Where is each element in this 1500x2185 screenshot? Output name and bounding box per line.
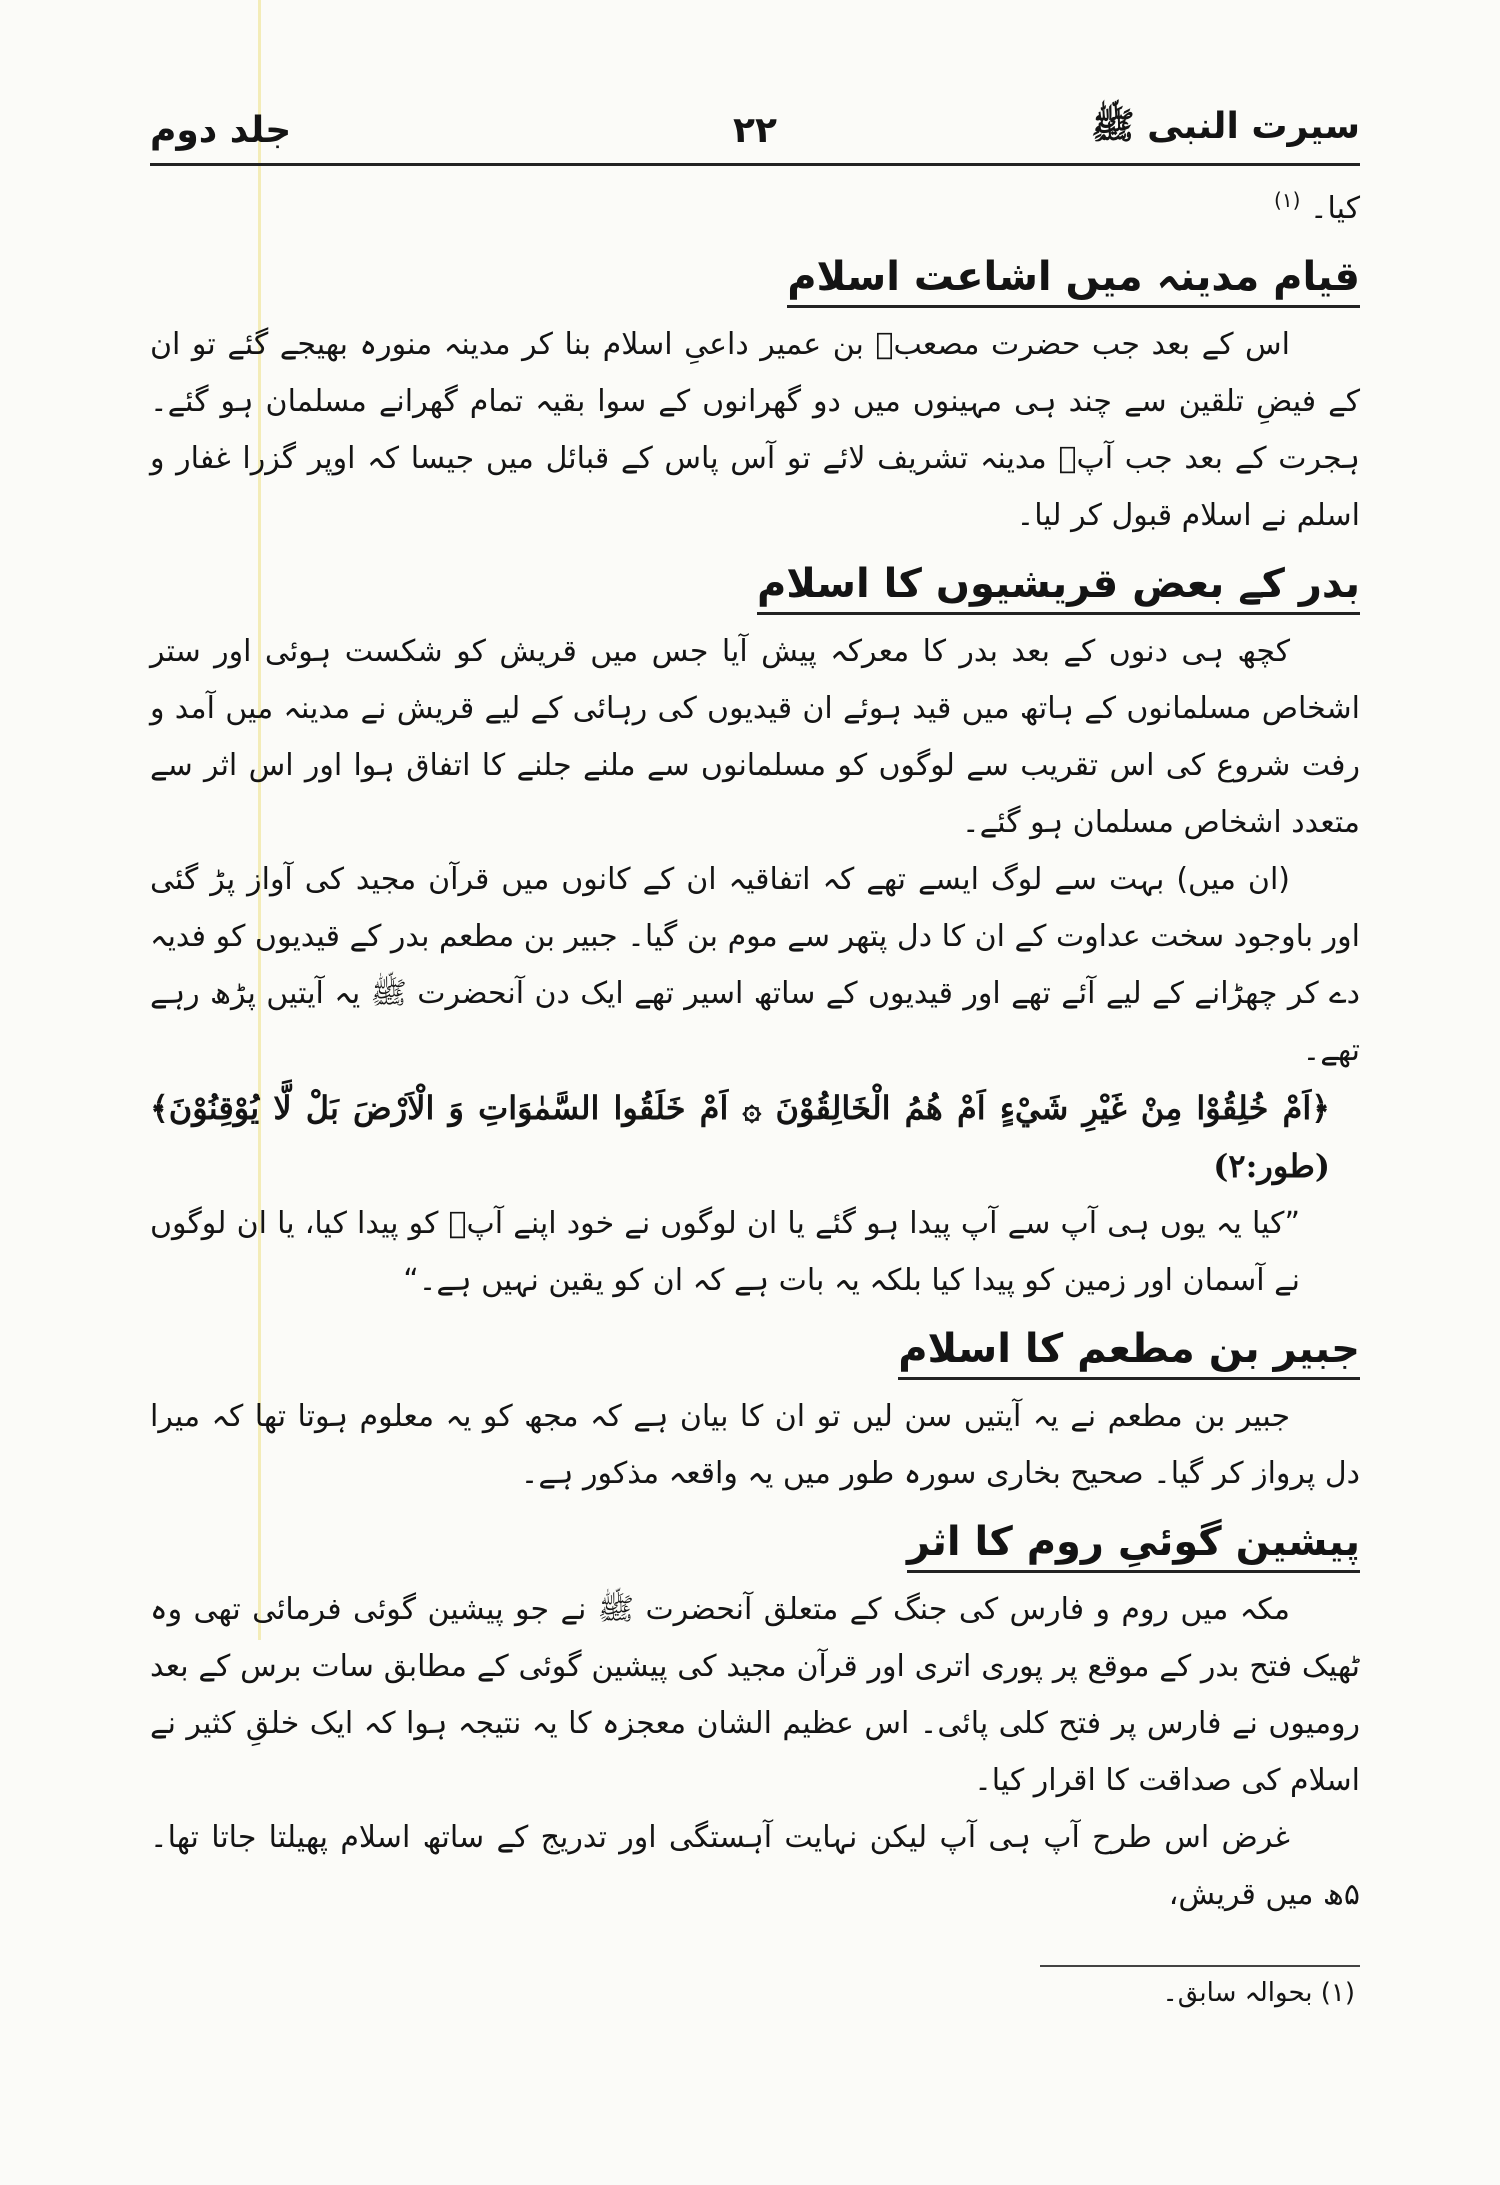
footnote-rule: [1040, 1965, 1360, 1967]
section-heading: بدر کے بعض قریشیوں کا اسلام: [757, 556, 1360, 615]
verse-translation: ”کیا یہ یوں ہی آپ سے آپ پیدا ہو گئے یا ان لوگوں نے خود اپنے آپؐ کو پیدا کیا، یا ان لوگوں نے آسمان اور زمین کو پیدا کیا بلکہ یہ بات ہے کہ ان کو یقین نہیں ہے۔“: [150, 1206, 1300, 1298]
intro-line: کیا۔ $^{(۱)}$: [1274, 188, 1360, 226]
quran-verse: ﴿اَمْ خُلِقُوْا مِنْ غَيْرِ شَيْءٍ اَمْ هُمُ الْخَالِقُوْنَ ۞ اَمْ خَلَقُوا السَّمٰوَاتِ وَ الْاَرْضَ بَلْ لَّا يُوْقِنُوْنَ﴾ (طور:۲): [150, 1089, 1330, 1185]
page-header: [150, 100, 1360, 160]
section-2: [150, 544, 1360, 1309]
paragraph: (ان میں) بہت سے لوگ ایسے تھے کہ اتفاقیہ ان کے کانوں میں قرآن مجید کی آواز پڑ گئی اور باوجود سخت عداوت کے ان کا دل پتھر سے موم بن گیا۔ جبیر بن مطعم بدر کے قیدیوں کو فدیہ دے کر چھڑانے کے لیے آئے تھے اور قیدیوں کے ساتھ اسیر تھے ایک دن آنحضرت ﷺ یہ آیتیں پڑھ رہے تھے۔: [150, 862, 1360, 1068]
paragraph: اس کے بعد جب حضرت مصعبؓ بن عمیر داعیِ اسلام بنا کر مدینہ منورہ بھیجے گئے تو ان کے فیضِ تلقین سے چند ہی مہینوں میں دو گھرانوں کے سوا بقیہ تمام گھرانے مسلمان ہو گئے۔ ہجرت کے بعد جب آپؐ مدینہ تشریف لائے تو آس پاس کے قبائل میں جیسا کہ اوپر گزرا غفار و اسلم نے اسلام قبول کر لیا۔: [150, 327, 1360, 533]
section-1: [150, 237, 1360, 544]
section-heading: پیشین گوئیِ روم کا اثر: [907, 1514, 1360, 1573]
verse-reference: (طور:۲): [1213, 1147, 1330, 1185]
section-4: [150, 1502, 1360, 1923]
footnote: (۱) بحوالہ سابق۔: [1162, 1978, 1355, 2008]
page-number: ۲۲: [733, 109, 777, 151]
section-heading: قیام مدینہ میں اشاعت اسلام: [787, 249, 1360, 308]
paragraph: جبیر بن مطعم نے یہ آیتیں سن لیں تو ان کا بیان ہے کہ مجھ کو یہ معلوم ہوتا تھا کہ میرا دل پرواز کر گیا۔ صحیح بخاری سورہ طور میں یہ واقعہ مذکور ہے۔: [150, 1399, 1360, 1491]
paragraph: غرض اس طرح آپ ہی آپ لیکن نہایت آہستگی اور تدریج کے ساتھ اسلام پھیلتا جاتا تھا۔ ۵ھ میں قریش،: [150, 1820, 1360, 1912]
paragraph: مکہ میں روم و فارس کی جنگ کے متعلق آنحضرت ﷺ نے جو پیشین گوئی فرمائی تھی وہ ٹھیک فتح بدر کے موقع پر پوری اتری اور قرآن مجید کی پیشین گوئی کے مطابق سات برس کے بعد رومیوں نے فارس پر فتح کلی پائی۔ اس عظیم الشان معجزہ کا یہ نتیجہ ہوا کہ ایک خلقِ کثیر نے اسلام کی صداقت کا اقرار کیا۔: [150, 1592, 1360, 1798]
book-title: سیرت النبی ﷺ: [1091, 106, 1360, 147]
section-heading: جبیر بن مطعم کا اسلام: [898, 1321, 1360, 1380]
footnote-ref: (۱): [1274, 188, 1301, 212]
header-rule: [150, 163, 1360, 166]
section-3: [150, 1309, 1360, 1502]
paragraph: کچھ ہی دنوں کے بعد بدر کا معرکہ پیش آیا جس میں قریش کو شکست ہوئی اور ستر اشخاص مسلمانوں کے ہاتھ میں قید ہوئے ان قیدیوں کی رہائی کے لیے قریش نے مدینہ میں آمد و رفت شروع کی اس تقریب سے لوگوں کو مسلمانوں سے ملنے جلنے کا اتفاق ہوا اور اس اثر سے متعدد اشخاص مسلمان ہو گئے۔: [150, 634, 1360, 840]
volume-label: جلد دوم: [150, 109, 292, 151]
page-content: [150, 172, 1360, 1923]
